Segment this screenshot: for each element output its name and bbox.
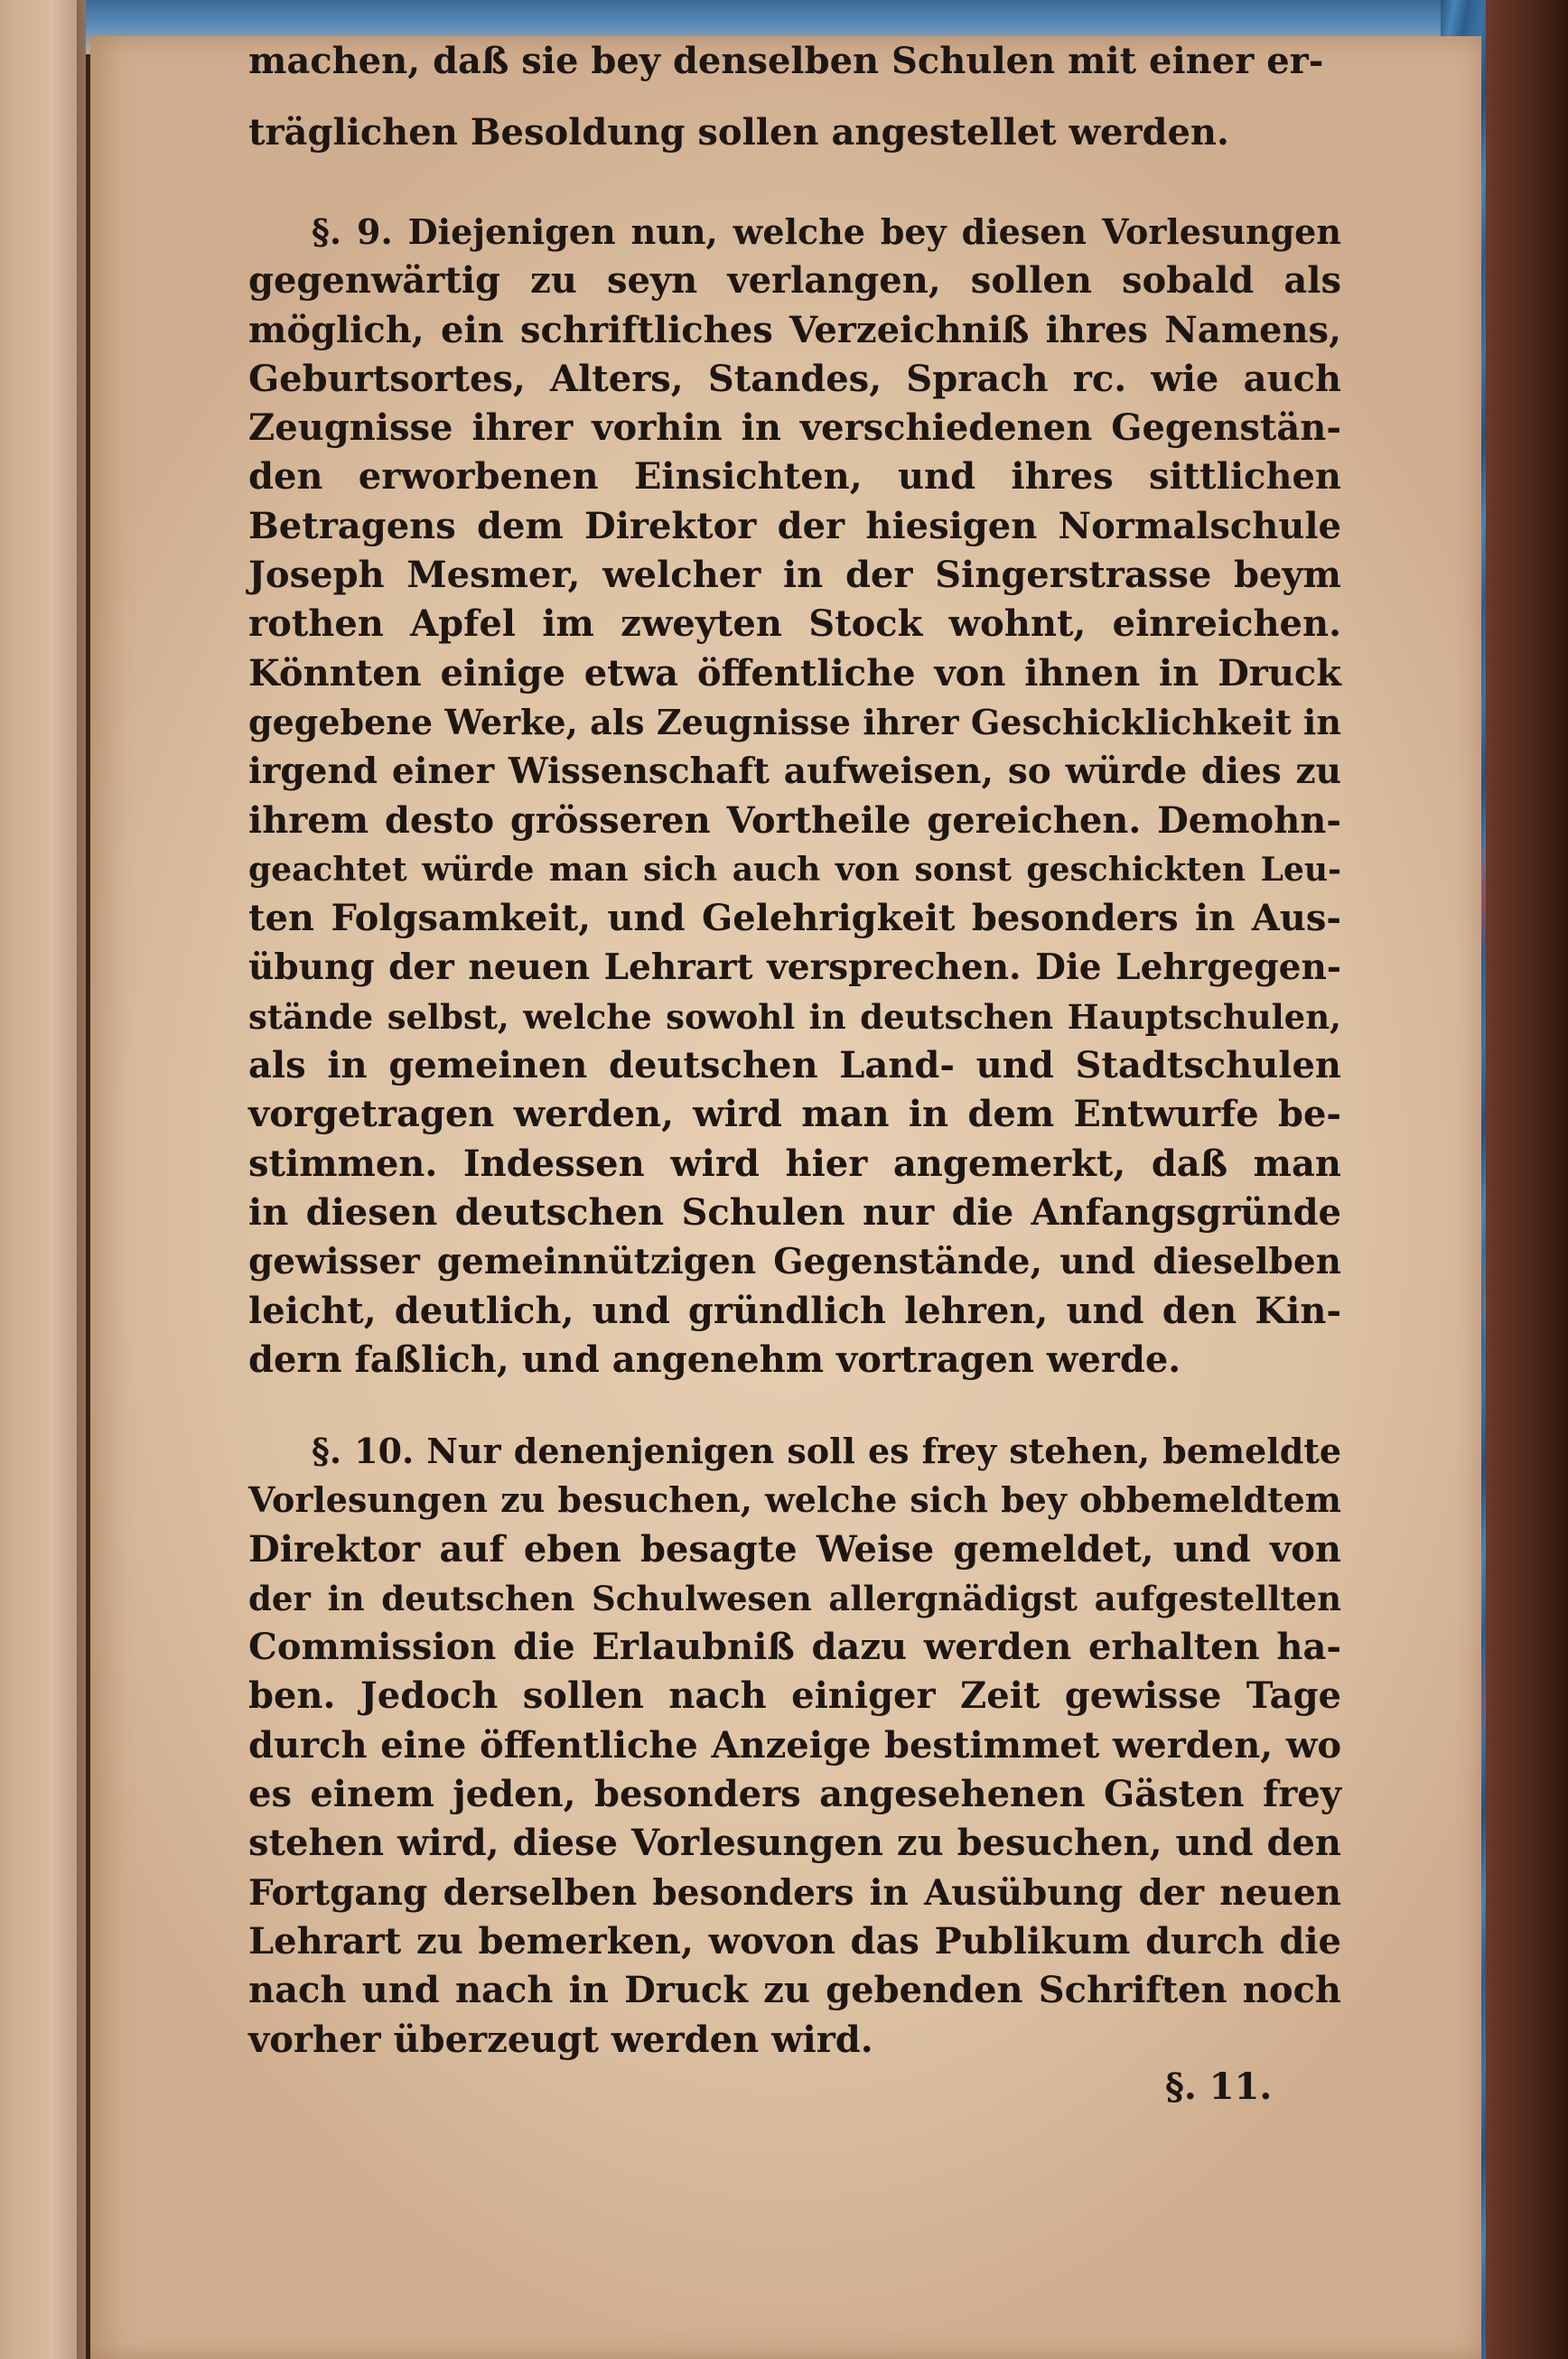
text-line: Geburtsortes, Alters, Standes, Sprach rc. wie auch: [248, 357, 1341, 400]
text-line: Könnten einige etwa öffentliche von ihnen in Druck: [248, 651, 1341, 695]
text-line: ben. Jedoch sollen nach einiger Zeit gewisse Tage: [248, 1674, 1341, 1718]
text-line: dern faßlich, und angenehm vortragen werde.: [248, 1338, 1181, 1381]
text-line: als in gemeinen deutschen Land- und Stadtschulen: [248, 1044, 1341, 1087]
text-line: Commission die Erlaubniß dazu werden erhalten ha-: [248, 1626, 1341, 1669]
text-line: gegebene Werke, als Zeugnisse ihrer Geschicklichkeit in: [248, 701, 1341, 742]
text-line: vorgetragen werden, wird man in dem Entwurfe be-: [248, 1093, 1341, 1136]
text-line: stimmen. Indessen wird hier angemerkt, daß man: [248, 1142, 1341, 1185]
paragraph-9: [248, 208, 1341, 1385]
catchword: §. 11.: [1165, 2065, 1273, 2108]
text-line: gegenwärtig zu seyn verlangen, sollen sobald als: [248, 259, 1341, 303]
text-line: rothen Apfel im zweyten Stock wohnt, einreichen.: [248, 602, 1341, 646]
text-line: durch eine öffentliche Anzeige bestimmet werden, wo: [248, 1723, 1341, 1767]
paragraph-10: [248, 1427, 1341, 2065]
text-line: stände selbst, welche sowohl in deutschen Hauptschulen,: [248, 996, 1341, 1037]
text-line: Lehrart zu bemerken, wovon das Publikum durch die: [248, 1919, 1341, 1963]
text-line: den erworbenen Einsichten, und ihres sittlichen: [248, 455, 1341, 499]
text-line: Direktor auf eben besagte Weise gemeldet, und von: [248, 1527, 1341, 1571]
text-line: ten Folgsamkeit, und Gelehrigkeit besonders in Aus-: [248, 897, 1341, 940]
paragraph-8-end: [248, 108, 1341, 157]
cover-edge: [1486, 0, 1568, 2359]
text-line: es einem jeden, besonders angesehenen Gästen frey: [248, 1773, 1341, 1816]
text-line: Fortgang derselben besonders in Ausübung der neuen: [248, 1871, 1341, 1914]
text-line: §. 9. Diejenigen nun, welche bey diesen Vorlesungen: [312, 211, 1341, 252]
text-line: Betragens dem Direktor der hiesigen Normalschule: [248, 504, 1341, 547]
cutoff-line-text: machen, daß sie bey denselben Schulen mit einer er-: [248, 40, 1324, 82]
text-line: der in deutschen Schulwesen allergnädigst aufgestellten: [248, 1578, 1341, 1618]
text-line: vorher überzeugt werden wird.: [248, 2018, 873, 2061]
text-line: träglichen Besoldung sollen angestellet werden.: [248, 111, 1229, 154]
text-line: geachtet würde man sich auch von sonst geschickten Leu-: [248, 850, 1341, 889]
text-line: übung der neuen Lehrart versprechen. Die Lehrgegen-: [248, 946, 1341, 989]
text-line: §. 10. Nur denenjenigen soll es frey stehen, bemeldte: [312, 1431, 1341, 1471]
text-line: leicht, deutlich, und gründlich lehren, und den Kin-: [248, 1289, 1341, 1332]
cutoff-line: [248, 40, 1341, 101]
text-line: Vorlesungen zu besuchen, welche sich bey obbemeldtem: [248, 1479, 1341, 1521]
text-line: möglich, ein schriftliches Verzeichniß ihres Namens,: [248, 308, 1341, 351]
text-line: Zeugnisse ihrer vorhin in verschiedenen Gegenstän-: [248, 406, 1341, 450]
text-line: nach und nach in Druck zu gebenden Schriften noch: [248, 1969, 1341, 2012]
facing-page-edge: [0, 0, 86, 2359]
text-line: gewisser gemeinnützigen Gegenstände, und dieselben: [248, 1241, 1341, 1283]
text-line: stehen wird, diese Vorlesungen zu besuchen, und den: [248, 1822, 1341, 1865]
text-line: ihrem desto grösseren Vortheile gereichen. Demohn-: [248, 798, 1341, 842]
text-line: Joseph Mesmer, welcher in der Singerstrasse beym: [248, 554, 1341, 597]
text-line: irgend einer Wissenschaft aufweisen, so würde dies zu: [248, 751, 1341, 793]
text-line: in diesen deutschen Schulen nur die Anfangsgründe: [248, 1190, 1341, 1234]
